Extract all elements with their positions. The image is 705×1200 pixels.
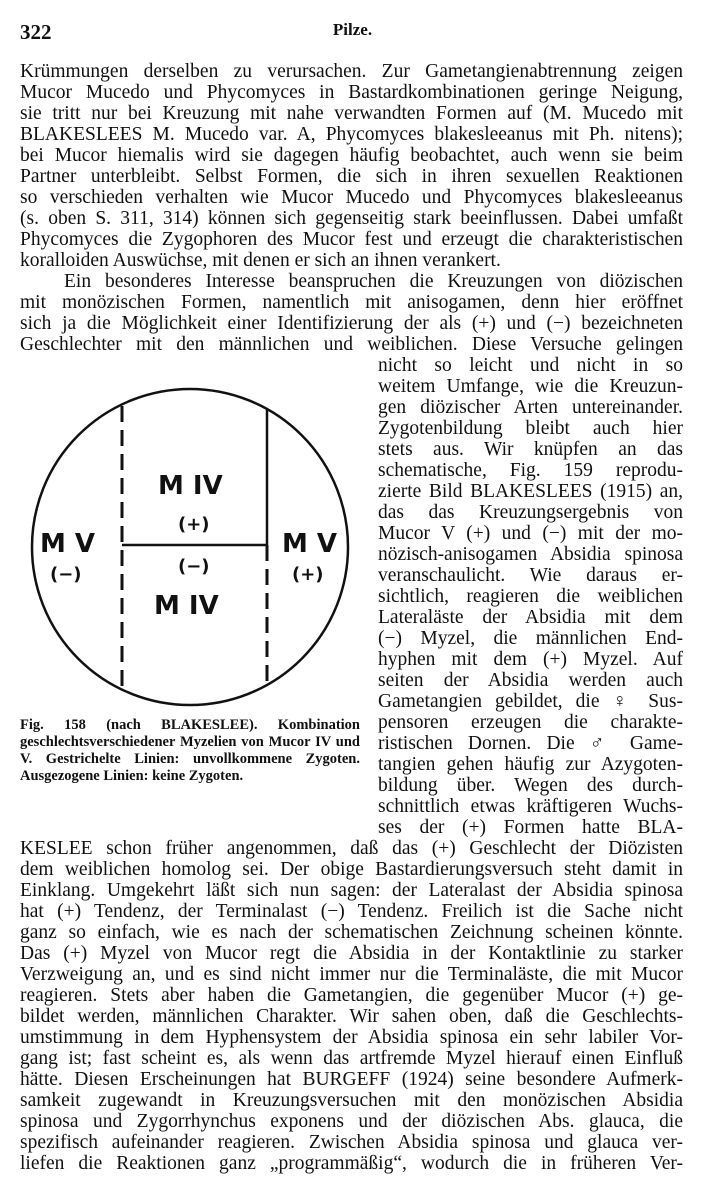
text-line: koralloiden Auswüchse, mit denen er sich an ihnen verankert. [20,250,501,271]
text-line: samkeit zugewandt in Kreuzungsversuchen mit den monözischen Absidia [20,1090,683,1111]
text-line: sich ja die Möglichkeit einer Identifizierung der als (+) und (−) bezeichneten [20,313,683,334]
text-line: stets aus. Wir knüpfen an das [378,439,683,460]
text-line: Mucor Mucedo und Phycomyces in Bastardkombinationen geringe Neigung, [20,82,683,103]
text-line: nözisch-anisogamen Absidia spinosa [378,544,683,565]
running-title: Pilze. [332,20,373,39]
text-line: seiten der Absidia werden auch [378,670,683,691]
text-line: sichtlich, reagieren die weiblichen [378,586,683,607]
page-number: 322 [20,20,52,44]
text-line: umstimmung in dem Hyphensystem der Absidia spinosa ein sehr labiler Vor- [20,1027,683,1048]
figure-caption: Fig. 158 (nach BLAKESLEE). Kombination geschlechtsverschiedener Myzelien von Mucor IV und V. Gestrichelte Linien: unvollkommene Zygoten. Ausgezogene Linien: keine Zygoten. [20,717,360,784]
text-line: Verzweigung an, und es sind nicht immer nur die Terminaläste, die mit Mucor [20,964,683,985]
text-line: sie tritt nur bei Kreuzung mit nahe verwandten Formen auf (M. Mucedo mit [20,103,683,124]
text-line: ses der (+) Formen hatte BLA- [378,817,683,838]
center-top-strain-sign: (+) [178,514,210,535]
figure-158 [20,382,360,712]
text-line: schematische, Fig. 159 reprodu- [378,460,683,481]
text-line: Partner unterbleibt. Selbst Formen, die sich in ihren sexuellen Reaktionen [20,166,683,187]
text-line: Geschlechter mit den männlichen und weiblichen. Diese Versuche gelingen [20,334,683,355]
text-line: Ein besonderes Interesse beanspruchen die Kreuzungen von diözischen [64,271,683,292]
text-line: (s. oben S. 311, 314) können sich gegenseitig stark beeinflussen. Dabei umfaßt [20,208,683,229]
left-strain-label: M V [40,529,96,559]
right-strain-sign: (+) [292,564,324,585]
text-line: Krümmungen derselben zu verursachen. Zur Gametangienabtrennung zeigen [20,61,683,82]
text-line: Phycomyces die Zygophoren des Mucor fest und erzeugt die charakteristischen [20,229,683,250]
text-line: bei Mucor hiemalis wird sie dagegen häufig beobachtet, auch wenn sie beim [20,145,683,166]
text-line: tangien gehen häufig zur Azygoten- [378,754,683,775]
text-line: BLAKESLEES M. Mucedo var. A, Phycomyces blakesleeanus mit Ph. nitens); [20,124,683,145]
text-line: hätte. Diesen Erscheinungen hat BURGEFF (1924) seine besondere Aufmerk- [20,1069,683,1090]
text-line: so verschieden verhalten wie Mucor Mucedo und Phycomyces blakesleeanus [20,187,683,208]
right-strain-label: M V [282,529,338,559]
text-line: bildet werden, männlichen Charakter. Wir sahen oben, daß die Geschlechts- [20,1006,683,1027]
text-line: schnittlich etwas kräftigeren Wuchs- [378,796,683,817]
page-header [20,20,685,50]
text-line: bildung über. Wegen des durch- [378,775,683,796]
text-line: weitem Umfange, wie die Kreuzun- [378,376,683,397]
text-line: ganz so einfach, wie es nach der schematischen Zeichnung scheinen könnte. [20,922,683,943]
center-bottom-strain-sign: (−) [178,556,210,577]
text-line: hat (+) Tendenz, der Terminalast (−) Tendenz. Freilich ist die Sache nicht [20,901,683,922]
text-line: veranschaulicht. Wie daraus er- [378,565,683,586]
text-line: ristischen Dornen. Die ♂ Game- [378,733,683,754]
text-line: mit monözischen Formen, namentlich mit anisogamen, denn hier eröffnet [20,292,683,313]
text-line: Mucor V (+) und (−) mit der mo- [378,523,683,544]
text-line: pensoren erzeugen die charakte- [378,712,683,733]
text-line: zierte Bild BLAKESLEES (1915) an, [378,481,683,502]
text-line: Zygotenbildung bleibt auch hier [378,418,683,439]
text-line: spinosa und Zygorrhynchus exponens und der diözischen Abs. glauca, die [20,1111,683,1132]
text-line: reagieren. Stets aber haben die Gametangien, die gegenüber Mucor (+) ge- [20,985,683,1006]
text-line: nicht so leicht und nicht in so [378,355,683,376]
text-line: liefen die Reaktionen ganz „programmäßig“, wodurch die in früheren Ver- [20,1153,683,1174]
text-line: Einklang. Umgekehrt läßt sich nun sagen: der Lateralast der Absidia spinosa [20,880,683,901]
text-line: Lateraläste der Absidia mit dem [378,607,683,628]
text-line: hyphen mit dem (+) Myzel. Auf [378,649,683,670]
center-top-strain-label: M IV [158,471,223,501]
text-line: (−) Myzel, die männlichen End- [378,628,683,649]
text-line: Gametangien gebildet, die ♀ Sus- [378,691,683,712]
text-line: dem weiblichen homolog sei. Der obige Bastardierungsversuch steht damit in [20,859,683,880]
text-line: KESLEE schon früher angenommen, daß das (+) Geschlecht der Diözisten [20,838,683,859]
left-strain-sign: (−) [50,564,82,585]
text-line: gang ist; fast scheint es, als wenn das artfremde Myzel hierauf einen Einfluß [20,1048,683,1069]
text-line: das das Kreuzungsergebnis von [378,502,683,523]
text-line: spezifisch aufeinander reagieren. Zwischen Absidia spinosa und glauca ver- [20,1132,683,1153]
mycelium-diagram [20,382,360,712]
center-bottom-strain-label: M IV [154,591,219,621]
text-line: Das (+) Myzel von Mucor regt die Absidia in der Kontaktlinie zu starker [20,943,683,964]
text-line: gen diözischer Arten untereinander. [378,397,683,418]
